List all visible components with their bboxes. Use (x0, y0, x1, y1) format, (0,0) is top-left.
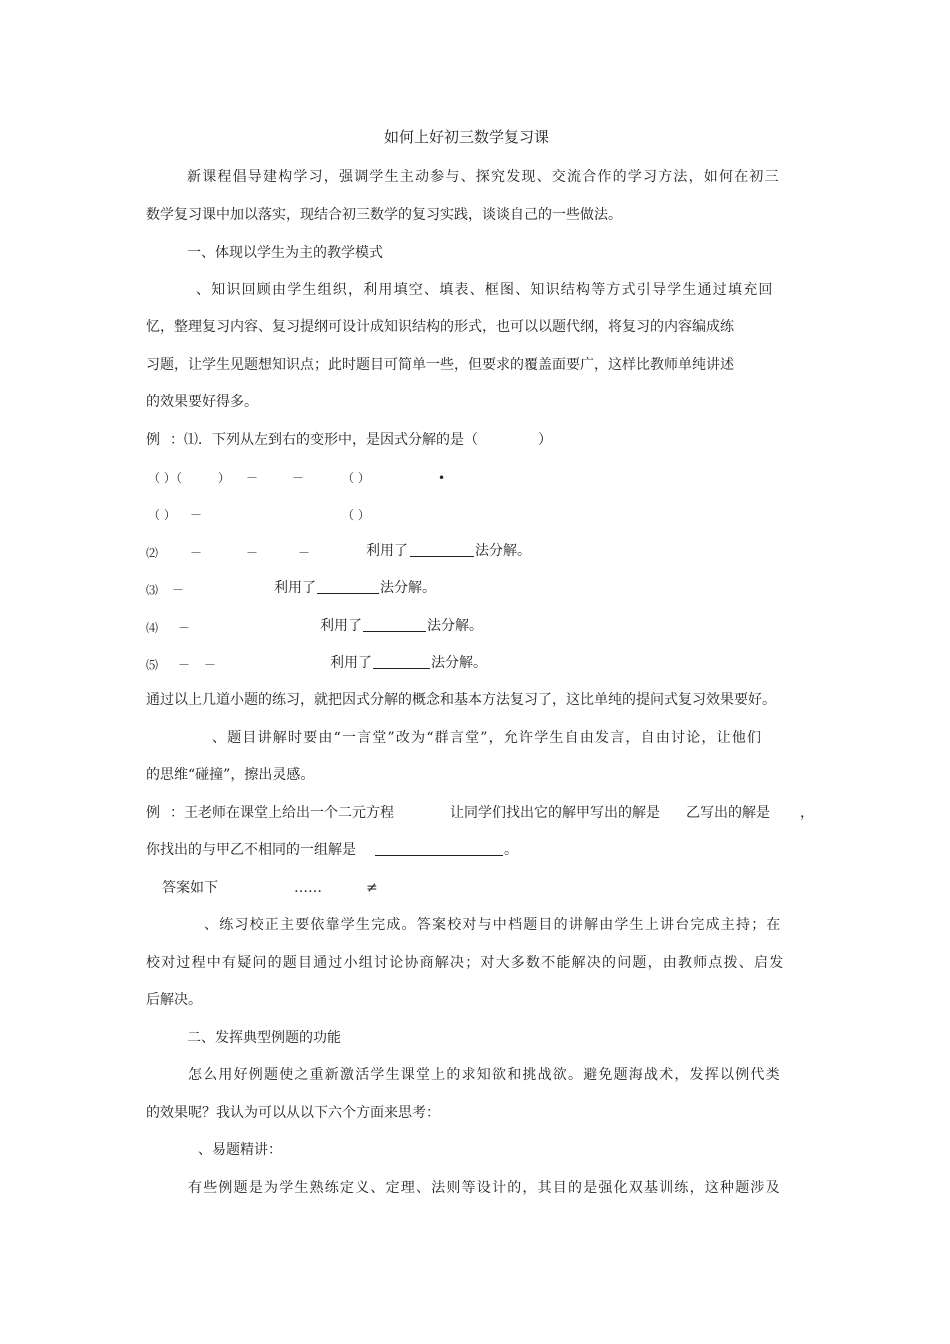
q3-method-label: 法分解。 (380, 580, 436, 596)
s1-p3-line-2: 校对过程中有疑问的题目通过小组讨论协商解决；对大多数不能解决的问题，由教师点拨、启发 (146, 955, 785, 971)
q3-minus: － (172, 583, 185, 597)
option-b-minus: － (190, 508, 203, 522)
intro-line-1: 新课程倡导建构学习，强调学生主动参与、探究发现、交流合作的学习方法，如何在初三 (187, 169, 780, 185)
option-a-part-3: （ ） (342, 471, 370, 485)
s1-p2-line-2: 的思维“碰撞”，擦出灵感。 (146, 767, 315, 783)
page-title: 如何上好初三数学复习课 (384, 128, 550, 146)
option-a-part-1: （ ）（ (148, 471, 182, 485)
option-a-minus-1: － (246, 471, 259, 485)
s2-p2-line-1: 有些例题是为学生熟练定义、定理、法则等设计的，其目的是强化双基训练，这种题涉及 (188, 1180, 781, 1196)
example-2-label: 例 (146, 805, 160, 821)
q2-method-label: 法分解。 (475, 543, 531, 559)
q3-used-label: 利用了 (274, 580, 316, 596)
q3-answer-blank (317, 593, 379, 594)
section-2-heading: 二、发挥典型例题的功能 (187, 1030, 341, 1046)
s1-p1-line-4: 的效果要好得多。 (146, 394, 258, 410)
section-1-heading: 一、体现以学生为主的教学模式 (187, 245, 383, 261)
q2-number: ⑵ (146, 546, 159, 560)
q2-minus-3: － (298, 546, 311, 560)
example-1-label: 例 (146, 432, 160, 448)
q2-used-label: 利用了 (366, 543, 408, 559)
intro-line-2: 数学复习课中加以落实，现结合初三数学的复习实践，谈谈自己的一些做法。 (146, 207, 622, 223)
example-2-jia-solution: 让同学们找出它的解甲写出的解是 (450, 805, 660, 821)
option-b-part-2: （ ） (342, 508, 370, 522)
s1-p2-line-1: 、题目讲解时要由“一言堂”改为“群言堂”，允许学生自由发言，自由讨论，让他们 (212, 730, 763, 746)
q4-used-label: 利用了 (320, 618, 362, 634)
q2-answer-blank (410, 556, 474, 557)
q4-minus: － (178, 621, 191, 635)
subheading-easy-problems: 、易题精讲： (198, 1142, 282, 1158)
q5-minus-2: － (204, 658, 217, 672)
s1-p1-line-3: 习题，让学生见题想知识点；此时题目可简单一些，但要求的覆盖面要广，这样比教师单纯讲述 (146, 357, 734, 373)
example-2-question: ：王老师在课堂上给出一个二元方程 (170, 805, 394, 821)
answer-label: 答案如下 (162, 880, 218, 896)
s1-p1-line-2: 忆，整理复习内容、复习提纲可设计成知识结构的形式，也可以以题代纲，将复习的内容编成练 (146, 319, 734, 335)
option-b-part-1: （ ） (148, 508, 176, 522)
q4-number: ⑷ (146, 621, 159, 635)
example-1-question: ：⑴．下列从左到右的变形中，是因式分解的是（ (170, 432, 478, 448)
example-2-answer-blank (375, 855, 503, 856)
q5-number: ⑸ (146, 658, 159, 672)
review-summary: 通过以上几道小题的练习，就把因式分解的概念和基本方法复习了，这比单纯的提问式复习效果要好。 (146, 692, 776, 708)
s1-p1-line-1: 、知识回顾由学生组织，利用填空、填表、框图、知识结构等方式引导学生通过填充回 (196, 282, 774, 298)
option-a-dot: • (438, 471, 446, 485)
answer-ellipsis: …… (294, 880, 322, 896)
option-a-part-2: ） (218, 471, 231, 485)
s1-p3-line-1: 、练习校正主要依靠学生完成。答案校对与中档题目的讲解由学生上讲台完成主持；在 (204, 917, 782, 933)
q4-method-label: 法分解。 (427, 618, 483, 634)
q2-minus-2: － (246, 546, 259, 560)
q5-used-label: 利用了 (330, 655, 372, 671)
example-2-period: 。 (504, 842, 518, 858)
answer-not-equal: ≠ (366, 880, 378, 896)
s2-p1-line-2: 的效果呢？我认为可以从以下六个方面来思考： (146, 1105, 440, 1121)
q5-minus-1: － (178, 658, 191, 672)
q5-method-label: 法分解。 (431, 655, 487, 671)
option-a-minus-2: － (292, 471, 305, 485)
s1-p3-line-3: 后解决。 (146, 992, 202, 1008)
q4-answer-blank (363, 631, 426, 632)
example-2-yi-solution: 乙写出的解是 (686, 805, 770, 821)
example-2-comma: ， (800, 805, 814, 821)
q2-minus-1: － (190, 546, 203, 560)
s2-p1-line-1: 怎么用好例题使之重新激活学生课堂上的求知欲和挑战欲。避免题海战术，发挥以例代类 (188, 1067, 781, 1083)
example-2-prompt: 你找出的与甲乙不相同的一组解是 (146, 842, 356, 858)
example-1-close-paren: ） (538, 432, 552, 448)
q3-number: ⑶ (146, 583, 159, 597)
q5-answer-blank (373, 668, 430, 669)
